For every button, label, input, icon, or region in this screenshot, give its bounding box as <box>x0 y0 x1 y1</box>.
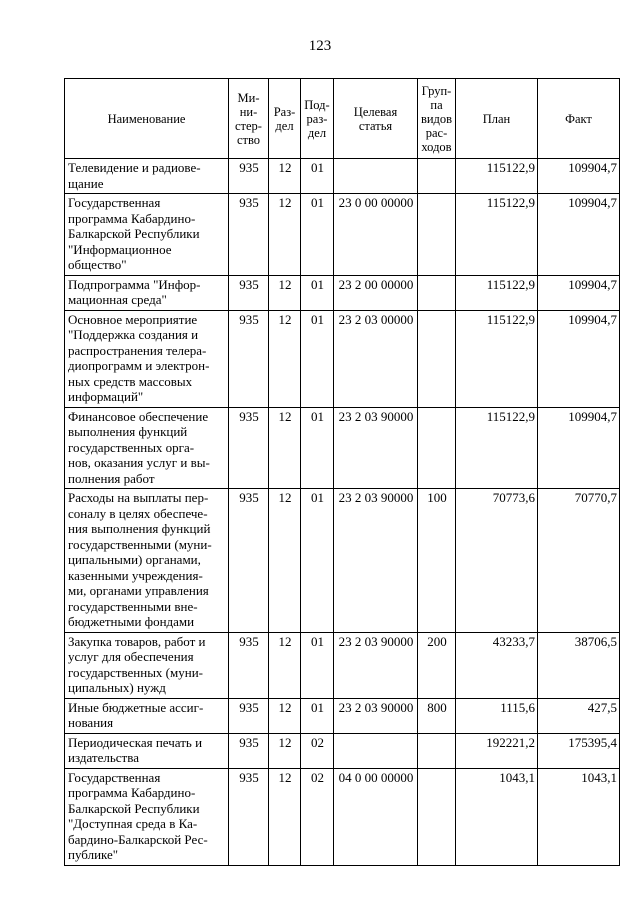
row-section: 12 <box>269 159 301 194</box>
row-plan: 115122,9 <box>456 407 538 489</box>
budget-table <box>64 78 620 866</box>
row-group <box>418 310 456 407</box>
row-target: 23 2 00 00000 <box>334 275 418 310</box>
row-section: 12 <box>269 194 301 276</box>
header-plan: План <box>456 79 538 159</box>
row-name: Основное мероприятие "Поддержка создания и распространения телера- диопрограмм и электрон- ных средств массовых информаций" <box>65 310 229 407</box>
table-row <box>65 407 620 489</box>
row-plan: 115122,9 <box>456 194 538 276</box>
row-target: 23 2 03 00000 <box>334 310 418 407</box>
table-row <box>65 768 620 865</box>
row-group: 800 <box>418 698 456 733</box>
header-group: Груп- па видов рас- ходов <box>418 79 456 159</box>
row-subsection: 01 <box>301 489 334 633</box>
row-plan: 1043,1 <box>456 768 538 865</box>
row-subsection: 01 <box>301 159 334 194</box>
row-group: 100 <box>418 489 456 633</box>
row-group: 200 <box>418 632 456 698</box>
row-plan: 1115,6 <box>456 698 538 733</box>
row-fact: 109904,7 <box>538 194 620 276</box>
row-subsection: 02 <box>301 768 334 865</box>
row-ministry: 935 <box>229 632 269 698</box>
row-group <box>418 733 456 768</box>
row-section: 12 <box>269 733 301 768</box>
row-fact: 1043,1 <box>538 768 620 865</box>
row-name: Подпрограмма "Инфор- мационная среда" <box>65 275 229 310</box>
row-plan: 115122,9 <box>456 275 538 310</box>
row-ministry: 935 <box>229 194 269 276</box>
row-ministry: 935 <box>229 698 269 733</box>
row-subsection: 01 <box>301 310 334 407</box>
row-target: 23 0 00 00000 <box>334 194 418 276</box>
table-row <box>65 194 620 276</box>
row-section: 12 <box>269 407 301 489</box>
row-ministry: 935 <box>229 407 269 489</box>
table-row <box>65 159 620 194</box>
row-plan: 43233,7 <box>456 632 538 698</box>
row-ministry: 935 <box>229 733 269 768</box>
row-name: Государственная программа Кабардино- Балкарской Республики "Доступная среда в Ка- бардино-Балкарской Рес- публике" <box>65 768 229 865</box>
table-row <box>65 733 620 768</box>
row-group <box>418 768 456 865</box>
row-name: Финансовое обеспечение выполнения функций государственных орга- нов, оказания услуг и вы- полнения работ <box>65 407 229 489</box>
row-ministry: 935 <box>229 768 269 865</box>
row-name: Расходы на выплаты пер- соналу в целях обеспече- ния выполнения функций государственными (муни- ципальными) органами, казенными учреждения- ми, органами управления государственными вне- бюджетными фондами <box>65 489 229 633</box>
row-name: Иные бюджетные ассиг- нования <box>65 698 229 733</box>
row-target: 23 2 03 90000 <box>334 489 418 633</box>
row-section: 12 <box>269 768 301 865</box>
header-subsection: Под- раз- дел <box>301 79 334 159</box>
row-section: 12 <box>269 275 301 310</box>
row-subsection: 01 <box>301 632 334 698</box>
row-plan: 115122,9 <box>456 310 538 407</box>
row-fact: 109904,7 <box>538 275 620 310</box>
row-group <box>418 407 456 489</box>
row-target <box>334 733 418 768</box>
row-plan: 192221,2 <box>456 733 538 768</box>
row-fact: 109904,7 <box>538 310 620 407</box>
row-name: Закупка товаров, работ и услуг для обеспечения государственных (муни- ципальных) нужд <box>65 632 229 698</box>
header-row <box>65 79 620 159</box>
row-section: 12 <box>269 632 301 698</box>
row-ministry: 935 <box>229 159 269 194</box>
row-group <box>418 275 456 310</box>
row-subsection: 01 <box>301 275 334 310</box>
table-row <box>65 275 620 310</box>
header-ministry: Ми- ни- стер- ство <box>229 79 269 159</box>
row-target: 23 2 03 90000 <box>334 632 418 698</box>
row-name: Государственная программа Кабардино- Балкарской Республики "Информационное общество" <box>65 194 229 276</box>
row-section: 12 <box>269 310 301 407</box>
row-target <box>334 159 418 194</box>
row-subsection: 01 <box>301 194 334 276</box>
table-row <box>65 698 620 733</box>
row-name: Периодическая печать и издательства <box>65 733 229 768</box>
header-fact: Факт <box>538 79 620 159</box>
row-fact: 109904,7 <box>538 159 620 194</box>
row-group <box>418 194 456 276</box>
header-section: Раз- дел <box>269 79 301 159</box>
header-target: Целевая статья <box>334 79 418 159</box>
row-plan: 115122,9 <box>456 159 538 194</box>
row-subsection: 01 <box>301 407 334 489</box>
row-section: 12 <box>269 489 301 633</box>
row-group <box>418 159 456 194</box>
row-fact: 175395,4 <box>538 733 620 768</box>
row-target: 23 2 03 90000 <box>334 698 418 733</box>
page-number: 123 <box>308 38 332 54</box>
row-target: 04 0 00 00000 <box>334 768 418 865</box>
row-target: 23 2 03 90000 <box>334 407 418 489</box>
row-fact: 109904,7 <box>538 407 620 489</box>
table-row <box>65 310 620 407</box>
row-subsection: 02 <box>301 733 334 768</box>
table-row <box>65 632 620 698</box>
row-fact: 38706,5 <box>538 632 620 698</box>
row-plan: 70773,6 <box>456 489 538 633</box>
row-subsection: 01 <box>301 698 334 733</box>
row-name: Телевидение и радиове- щание <box>65 159 229 194</box>
row-fact: 70770,7 <box>538 489 620 633</box>
table-row <box>65 489 620 633</box>
row-ministry: 935 <box>229 275 269 310</box>
row-ministry: 935 <box>229 489 269 633</box>
header-name: Наименование <box>65 79 229 159</box>
row-fact: 427,5 <box>538 698 620 733</box>
row-ministry: 935 <box>229 310 269 407</box>
row-section: 12 <box>269 698 301 733</box>
